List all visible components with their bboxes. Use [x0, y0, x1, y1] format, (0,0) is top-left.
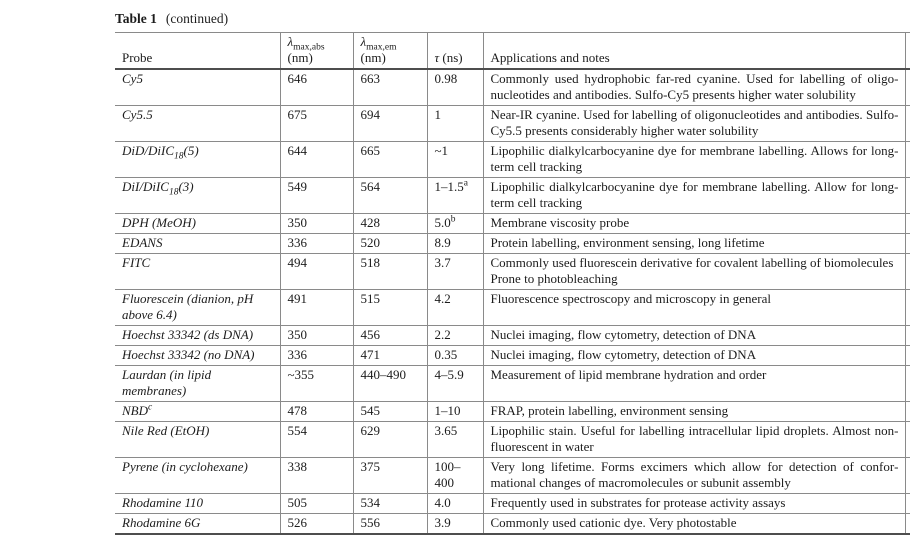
cell-probe-name: Rhodamine 110 [115, 494, 280, 514]
notes-paragraph: Frequently used in substrates for protease activity assays [490, 495, 786, 510]
cell-lifetime-tau: ~1 [427, 142, 483, 178]
row-right-spacer [905, 458, 910, 494]
notes-paragraph: Commonly used fluorescein derivative for covalent labelling of biomolecules [490, 255, 894, 270]
cell-probe-name: Pyrene (in cyclohexane) [115, 458, 280, 494]
cell-lambda-max-abs: 554 [280, 422, 353, 458]
cell-lambda-max-abs: 494 [280, 254, 353, 290]
row-right-spacer [905, 494, 910, 514]
notes-paragraph: Lipophilic dialkylcarbocyanine dye for membrane labelling. Allow for long-term cell tracking [490, 179, 899, 210]
cell-applications-notes [483, 346, 905, 366]
cell-lifetime-tau: 4.2 [427, 290, 483, 326]
notes-paragraph: Very long lifetime. Forms excimers which allow for detection of conformational changes of macromolecules or subunit assembly [490, 459, 899, 490]
row-right-spacer [905, 346, 910, 366]
cell-probe-name: EDANS [115, 234, 280, 254]
table-title [115, 11, 228, 27]
cell-lambda-max-em: 564 [353, 178, 427, 214]
cell-lifetime-tau: 8.9 [427, 234, 483, 254]
cell-applications-notes [483, 234, 905, 254]
cell-lifetime-tau: 3.7 [427, 254, 483, 290]
table-row [115, 422, 910, 458]
notes-paragraph: Commonly used cationic dye. Very photostable [490, 515, 737, 530]
table-row [115, 234, 910, 254]
cell-applications-notes [483, 366, 905, 402]
cell-lambda-max-em: 629 [353, 422, 427, 458]
cell-lifetime-tau: 3.9 [427, 514, 483, 535]
cell-lambda-max-em: 515 [353, 290, 427, 326]
cell-applications-notes [483, 142, 905, 178]
cell-lambda-max-em: 456 [353, 326, 427, 346]
cell-lambda-max-abs: 646 [280, 69, 353, 106]
cell-probe-name: Hoechst 33342 (ds DNA) [115, 326, 280, 346]
cell-probe-name: NBD$^c$ [115, 402, 280, 422]
cell-probe-name: FITC [115, 254, 280, 290]
row-right-spacer [905, 290, 910, 326]
cell-lambda-max-em: 663 [353, 69, 427, 106]
table-row [115, 178, 910, 214]
cell-lambda-max-em: 518 [353, 254, 427, 290]
cell-applications-notes [483, 69, 905, 106]
row-right-spacer [905, 402, 910, 422]
cell-lambda-max-abs: 350 [280, 214, 353, 234]
table-row [115, 106, 910, 142]
cell-lambda-max-em: 428 [353, 214, 427, 234]
table-row [115, 514, 910, 535]
cell-lambda-max-em: 545 [353, 402, 427, 422]
cell-lambda-max-abs: 478 [280, 402, 353, 422]
table-title-continued: (continued) [165, 11, 229, 26]
row-right-spacer [905, 254, 910, 290]
row-right-spacer [905, 514, 910, 535]
notes-paragraph: Membrane viscosity probe [490, 215, 630, 230]
row-right-spacer [905, 69, 910, 106]
cell-applications-notes [483, 326, 905, 346]
header-row [115, 33, 910, 70]
cell-lambda-max-abs: 644 [280, 142, 353, 178]
row-right-spacer [905, 366, 910, 402]
cell-applications-notes [483, 290, 905, 326]
notes-paragraph: Lipophilic dialkylcarbocyanine dye for membrane labelling. Allows for long-term cell tracking [490, 143, 899, 174]
table-row [115, 69, 910, 106]
cell-lambda-max-em: 556 [353, 514, 427, 535]
cell-lambda-max-abs: 526 [280, 514, 353, 535]
cell-probe-name: Hoechst 33342 (no DNA) [115, 346, 280, 366]
row-right-spacer [905, 422, 910, 458]
cell-lifetime-tau: 1–1.5$^a$ [427, 178, 483, 214]
cell-applications-notes [483, 106, 905, 142]
cell-applications-notes [483, 458, 905, 494]
row-right-spacer [905, 178, 910, 214]
cell-lifetime-tau: 1 [427, 106, 483, 142]
cell-probe-name: Laurdan (in lipid membranes) [115, 366, 280, 402]
cell-lifetime-tau: 0.35 [427, 346, 483, 366]
cell-applications-notes [483, 254, 905, 290]
table-row [115, 254, 910, 290]
cell-lifetime-tau: 5.0$^b$ [427, 214, 483, 234]
cell-probe-name: Nile Red (EtOH) [115, 422, 280, 458]
notes-paragraph: Nuclei imaging, flow cytometry, detection of DNA [490, 347, 757, 362]
table-row [115, 366, 910, 402]
row-right-spacer [905, 234, 910, 254]
cell-probe-name: Fluorescein (dianion, pH above 6.4) [115, 290, 280, 326]
cell-probe-name: DiD/DiIC$_{18}$(5) [115, 142, 280, 178]
cell-lambda-max-em: 534 [353, 494, 427, 514]
cell-probe-name: Rhodamine 6G [115, 514, 280, 535]
cell-lambda-max-abs: 675 [280, 106, 353, 142]
cell-lambda-max-abs: 549 [280, 178, 353, 214]
cell-probe-name: Cy5.5 [115, 106, 280, 142]
notes-paragraph: Near-IR cyanine. Used for labelling of oligonucleotides and antibodies. Sulfo-Cy5.5 presents considerably higher water solubility [490, 107, 899, 138]
cell-lambda-max-em: 375 [353, 458, 427, 494]
cell-probe-name: Cy5 [115, 69, 280, 106]
cell-lifetime-tau: 0.98 [427, 69, 483, 106]
row-right-spacer [905, 142, 910, 178]
table-row [115, 326, 910, 346]
notes-paragraph: Prone to photobleaching [490, 271, 618, 286]
cell-lambda-max-abs: 336 [280, 234, 353, 254]
cell-lifetime-tau: 4–5.9 [427, 366, 483, 402]
table-row [115, 402, 910, 422]
fluorescent-probes-table [115, 32, 910, 535]
cell-applications-notes [483, 402, 905, 422]
cell-applications-notes [483, 178, 905, 214]
cell-lambda-max-em: 694 [353, 106, 427, 142]
row-right-spacer [905, 326, 910, 346]
cell-lambda-max-em: 520 [353, 234, 427, 254]
table-row [115, 346, 910, 366]
cell-lambda-max-abs: ~355 [280, 366, 353, 402]
row-right-spacer [905, 106, 910, 142]
cell-lifetime-tau: 2.2 [427, 326, 483, 346]
col-header-lambda-max-abs: $\lambda_{max,abs}$ (nm) [280, 33, 353, 70]
cell-lambda-max-abs: 350 [280, 326, 353, 346]
cell-lambda-max-em: 440–490 [353, 366, 427, 402]
col-header-probe: Probe [115, 33, 280, 70]
notes-paragraph: Measurement of lipid membrane hydration and order [490, 367, 767, 382]
cell-applications-notes [483, 494, 905, 514]
notes-paragraph: Commonly used hydrophobic far-red cyanine. Used for labelling of oligonucleotides and antibodies. Sulfo-Cy5 presents higher water solubility [490, 71, 899, 102]
cell-lifetime-tau: 100–400 [427, 458, 483, 494]
cell-probe-name: DPH (MeOH) [115, 214, 280, 234]
cell-applications-notes [483, 422, 905, 458]
cell-lifetime-tau: 3.65 [427, 422, 483, 458]
col-header-tau: τ (ns) [427, 33, 483, 70]
table-title-label: Table 1 [115, 11, 157, 26]
notes-paragraph: Protein labelling, environment sensing, long lifetime [490, 235, 765, 250]
table-row [115, 214, 910, 234]
table-row [115, 494, 910, 514]
cell-lifetime-tau: 1–10 [427, 402, 483, 422]
notes-paragraph: FRAP, protein labelling, environment sensing [490, 403, 729, 418]
table-row [115, 290, 910, 326]
notes-paragraph: Lipophilic stain. Useful for labelling intracellular lipid droplets. Almost non-fluorescent in water [490, 423, 899, 454]
cell-probe-name: DiI/DiIC$_{18}$(3) [115, 178, 280, 214]
table-row [115, 458, 910, 494]
cell-lambda-max-abs: 336 [280, 346, 353, 366]
cell-lambda-max-abs: 491 [280, 290, 353, 326]
notes-paragraph: Fluorescence spectroscopy and microscopy in general [490, 291, 771, 306]
notes-paragraph: Nuclei imaging, flow cytometry, detection of DNA [490, 327, 757, 342]
cell-lambda-max-em: 665 [353, 142, 427, 178]
cell-applications-notes [483, 514, 905, 535]
row-right-spacer [905, 214, 910, 234]
cell-applications-notes [483, 214, 905, 234]
cell-lambda-max-em: 471 [353, 346, 427, 366]
table-row [115, 142, 910, 178]
col-header-lambda-max-em: $\lambda_{max,em}$ (nm) [353, 33, 427, 70]
header-right-spacer [905, 33, 910, 70]
cell-lambda-max-abs: 338 [280, 458, 353, 494]
cell-lambda-max-abs: 505 [280, 494, 353, 514]
col-header-applications: Applications and notes [483, 33, 905, 70]
cell-lifetime-tau: 4.0 [427, 494, 483, 514]
